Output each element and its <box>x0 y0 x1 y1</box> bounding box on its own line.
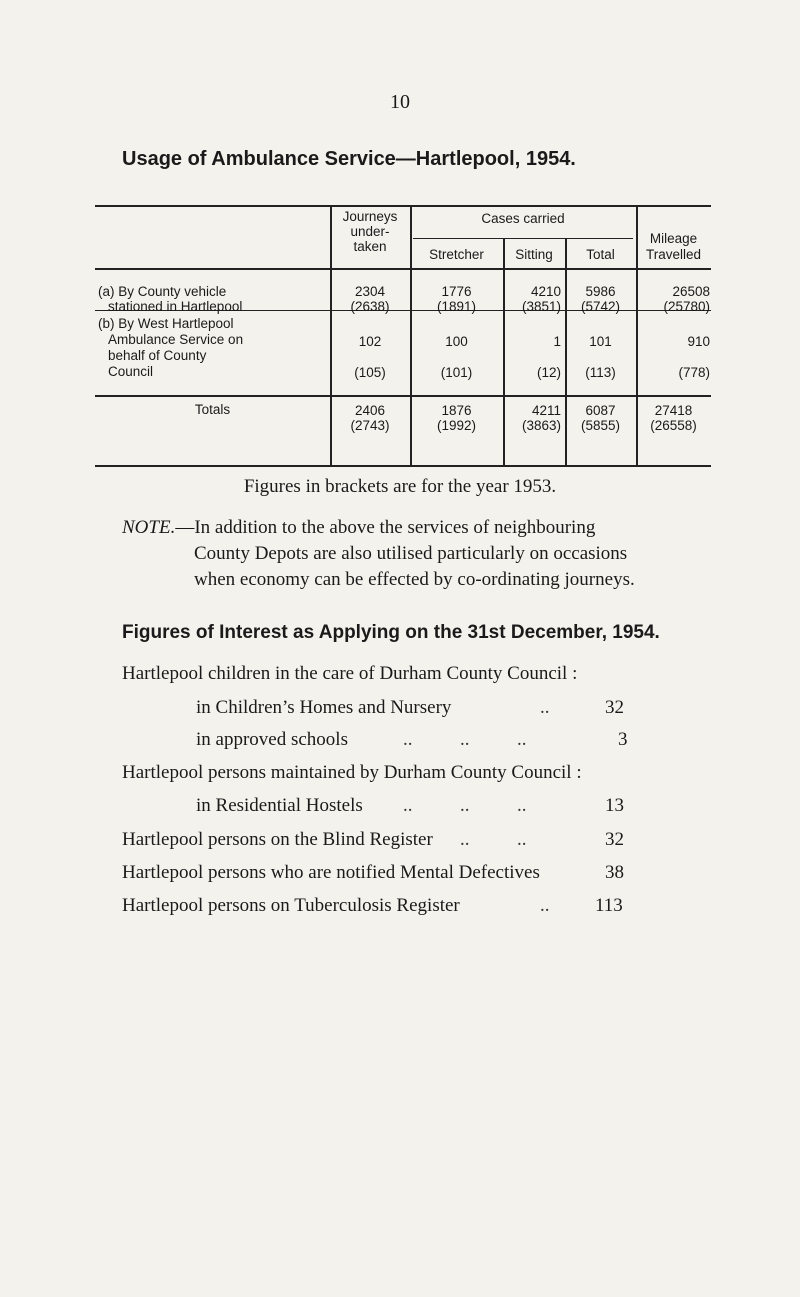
table-rule-row-b <box>95 395 711 397</box>
page-number: 10 <box>390 91 410 113</box>
row-b-journeys: 102 <box>358 334 382 349</box>
figure-item-0-text: Hartlepool children in the care of Durham County Council : <box>122 663 578 684</box>
table-rule-header <box>95 268 711 270</box>
ambulance-usage-table <box>95 205 711 467</box>
row-totals-journeys: 2406 <box>354 403 386 418</box>
row-b-sitting-prev: (12) <box>536 365 561 380</box>
row-b-stretcher: 100 <box>445 334 468 349</box>
header-journeys-1: Journeys <box>342 209 398 224</box>
figure-item-4-leader: .. .. .. <box>403 795 527 816</box>
row-totals-stretcher-prev: (1992) <box>436 418 477 433</box>
figure-item-5-leader: .. .. <box>460 829 527 850</box>
row-b-total: 101 <box>589 334 612 349</box>
note-line-3: when economy can be effected by co-ordinating journeys. <box>194 569 635 590</box>
section-subtitle: Figures of Interest as Applying on the 31st December, 1954. <box>122 622 660 643</box>
row-a-stretcher-prev: (1891) <box>436 299 477 314</box>
row-a-mileage: 26508 <box>672 284 710 299</box>
row-b-label-4: Council <box>108 364 154 379</box>
table-rule-cases <box>413 238 633 239</box>
row-a-stretcher: 1776 <box>441 284 472 299</box>
figure-item-1-value: 32 <box>605 697 624 718</box>
row-a-mileage-prev: (25780) <box>663 299 710 314</box>
figure-item-5-value: 32 <box>605 829 624 850</box>
table-rule-bottom <box>95 465 711 467</box>
row-totals-mileage: 27418 <box>654 403 693 418</box>
row-totals-sitting-prev: (3863) <box>521 418 561 433</box>
row-a-sitting: 4210 <box>530 284 561 299</box>
figure-item-1-text: in Children’s Homes and Nursery <box>196 697 452 718</box>
row-b-journeys-prev: (105) <box>354 365 386 380</box>
row-a-journeys: 2304 <box>354 284 386 299</box>
figure-item-2-leader: .. .. .. <box>403 729 527 750</box>
row-totals-total-prev: (5855) <box>580 418 621 433</box>
row-b-label-3: behalf of County <box>108 348 207 363</box>
row-totals-journeys-prev: (2743) <box>350 418 390 433</box>
row-b-stretcher-prev: (101) <box>440 365 473 380</box>
header-sitting: Sitting <box>515 247 553 262</box>
header-journeys-3: taken <box>353 239 387 254</box>
note-line-1: —In addition to the above the services of neighbouring <box>175 517 596 538</box>
row-b-mileage: 910 <box>687 334 710 349</box>
header-journeys-2: under- <box>350 224 390 239</box>
header-stretcher: Stretcher <box>429 247 484 262</box>
page-title: Usage of Ambulance Service—Hartlepool, 1954. <box>122 148 576 170</box>
row-a-sitting-prev: (3851) <box>521 299 561 314</box>
row-a-total: 5986 <box>585 284 616 299</box>
header-cases-carried: Cases carried <box>481 211 565 226</box>
figure-item-7-value: 113 <box>595 895 623 916</box>
figure-item-6-text: Hartlepool persons who are notified Mental Defectives <box>122 862 540 883</box>
figure-item-2-value: 3 <box>618 729 628 750</box>
header-total: Total <box>586 247 615 262</box>
row-totals-label: Totals <box>194 402 231 417</box>
note-line-2: County Depots are also utilised particularly on occasions <box>194 543 628 564</box>
figure-item-7-text: Hartlepool persons on Tuberculosis Register <box>122 895 460 916</box>
figure-item-3-text: Hartlepool persons maintained by Durham County Council : <box>122 762 582 783</box>
figure-item-7-leader: .. <box>540 895 550 916</box>
row-totals-total: 6087 <box>585 403 616 418</box>
figure-item-2-text: in approved schools <box>196 729 348 750</box>
note-label: NOTE. <box>122 517 176 538</box>
header-mileage-1: Mileage <box>649 231 698 246</box>
figure-item-4-value: 13 <box>605 795 624 816</box>
header-mileage-2: Travelled <box>645 247 702 262</box>
row-totals-stretcher: 1876 <box>441 403 472 418</box>
row-b-label-1: (b) By West Hartlepool <box>98 316 234 331</box>
figure-item-6-value: 38 <box>605 862 624 883</box>
figure-item-5-text: Hartlepool persons on the Blind Register <box>122 829 433 850</box>
note-paragraph <box>122 515 742 593</box>
row-totals-mileage-prev: (26558) <box>650 418 697 433</box>
row-a-total-prev: (5742) <box>580 299 621 314</box>
row-b-total-prev: (113) <box>585 365 616 380</box>
figure-item-1-leader: .. <box>540 697 550 718</box>
row-b-label-2: Ambulance Service on <box>108 332 244 347</box>
row-totals-sitting: 4211 <box>531 403 561 418</box>
figure-item-4-text: in Residential Hostels <box>196 795 363 816</box>
table-rule-top <box>95 205 711 207</box>
row-b-sitting: 1 <box>553 334 561 349</box>
row-a-journeys-prev: (2638) <box>350 299 390 314</box>
table-caption: Figures in brackets are for the year 1953. <box>243 476 557 497</box>
row-a-label-1: (a) By County vehicle <box>98 284 227 299</box>
row-b-mileage-prev: (778) <box>678 365 710 380</box>
row-a-label-2: stationed in Hartlepool <box>108 299 243 314</box>
